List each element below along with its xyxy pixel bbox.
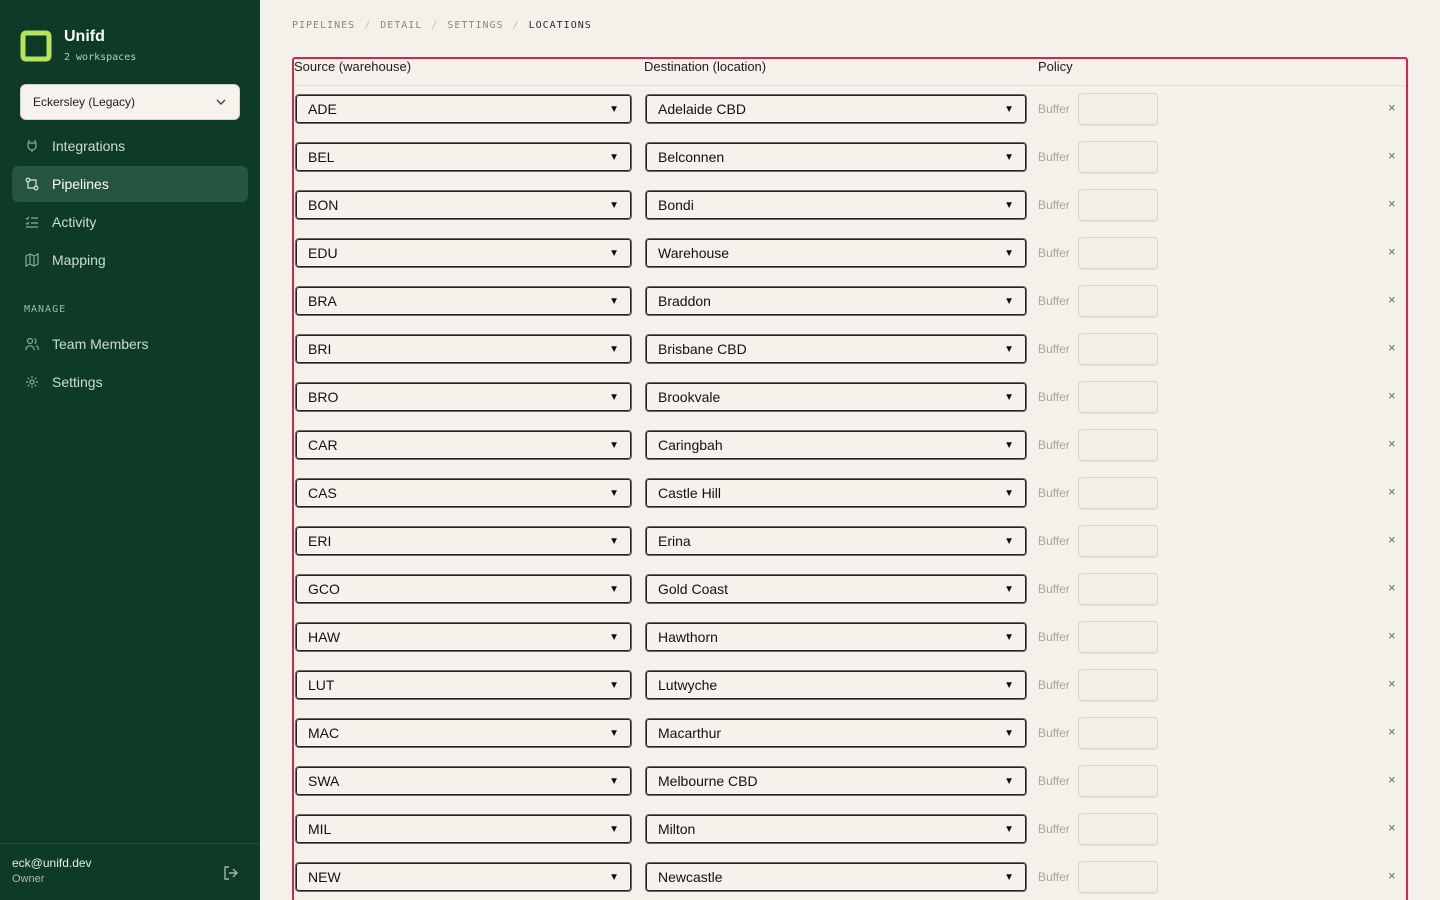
- buffer-label: Buffer: [1038, 294, 1070, 308]
- chevron-down-icon: ▼: [609, 247, 619, 259]
- buffer-label: Buffer: [1038, 198, 1070, 212]
- remove-row-icon[interactable]: ×: [1388, 436, 1396, 451]
- source-select[interactable]: [295, 382, 632, 412]
- manage-nav: [12, 326, 248, 402]
- destination-select-value: Macarthur: [658, 725, 722, 741]
- source-select[interactable]: [295, 718, 632, 748]
- buffer-label: Buffer: [1038, 150, 1070, 164]
- chevron-down-icon: ▼: [609, 535, 619, 547]
- buffer-input[interactable]: [1078, 189, 1158, 221]
- table-row: [294, 182, 1406, 230]
- table-row: [294, 86, 1406, 134]
- breadcrumb-detail[interactable]: DETAIL: [380, 20, 423, 31]
- destination-select[interactable]: [645, 142, 1027, 172]
- source-select-value: BRO: [308, 389, 339, 405]
- chevron-down-icon: ▼: [1004, 391, 1014, 403]
- buffer-label: Buffer: [1038, 726, 1070, 740]
- destination-select[interactable]: [645, 94, 1027, 124]
- destination-select-value: Braddon: [658, 293, 711, 309]
- buffer-input[interactable]: [1078, 813, 1158, 845]
- chevron-down-icon: ▼: [1004, 583, 1014, 595]
- destination-select-value: Gold Coast: [658, 581, 729, 597]
- source-select[interactable]: [295, 430, 632, 460]
- chevron-down-icon: ▼: [609, 343, 619, 355]
- buffer-input[interactable]: [1078, 525, 1158, 557]
- nav-item-integrations[interactable]: [12, 128, 248, 164]
- source-select-value: HAW: [308, 629, 341, 645]
- remove-row-icon[interactable]: ×: [1388, 772, 1396, 787]
- buffer-input[interactable]: [1078, 141, 1158, 173]
- table-row: [294, 278, 1406, 326]
- buffer-input[interactable]: [1078, 285, 1158, 317]
- buffer-label: Buffer: [1038, 438, 1070, 452]
- workspace-select[interactable]: [20, 84, 240, 120]
- table-row: [294, 662, 1406, 710]
- breadcrumb: [292, 20, 592, 31]
- chevron-down-icon: ▼: [1004, 151, 1014, 163]
- remove-row-icon[interactable]: ×: [1388, 532, 1396, 547]
- logout-icon[interactable]: [222, 864, 240, 882]
- chevron-down-icon: ▼: [1004, 775, 1014, 787]
- buffer-input[interactable]: [1078, 669, 1158, 701]
- source-select-value: ADE: [308, 101, 337, 117]
- table-row: [294, 614, 1406, 662]
- chevron-down-icon: ▼: [609, 103, 619, 115]
- chevron-down-icon: ▼: [609, 199, 619, 211]
- buffer-input[interactable]: [1078, 333, 1158, 365]
- table-row: [294, 518, 1406, 566]
- chevron-down-icon: ▼: [609, 631, 619, 643]
- user-role: Owner: [12, 873, 45, 885]
- source-select-value: EDU: [308, 245, 338, 261]
- main-content: [260, 0, 1440, 900]
- buffer-input[interactable]: [1078, 477, 1158, 509]
- destination-select-value: Warehouse: [658, 245, 730, 261]
- destination-select-value: Erina: [658, 533, 691, 549]
- destination-select-value: Belconnen: [658, 149, 725, 165]
- remove-row-icon[interactable]: ×: [1388, 820, 1396, 835]
- nav-item-label: Settings: [52, 374, 103, 390]
- buffer-label: Buffer: [1038, 582, 1070, 596]
- buffer-input[interactable]: [1078, 717, 1158, 749]
- destination-select[interactable]: [645, 670, 1027, 700]
- source-select[interactable]: [295, 670, 632, 700]
- source-select[interactable]: [295, 814, 632, 844]
- buffer-label: Buffer: [1038, 774, 1070, 788]
- source-select[interactable]: [295, 142, 632, 172]
- table-row: [294, 134, 1406, 182]
- nav-item-activity[interactable]: [12, 204, 248, 240]
- destination-select[interactable]: [645, 718, 1027, 748]
- source-select[interactable]: [295, 766, 632, 796]
- source-select-value: NEW: [308, 869, 341, 885]
- source-select-value: BRI: [308, 341, 332, 357]
- source-select[interactable]: [295, 862, 632, 892]
- destination-select-value: Adelaide CBD: [658, 101, 746, 117]
- remove-row-icon[interactable]: ×: [1388, 148, 1396, 163]
- destination-select-value: Milton: [658, 821, 696, 837]
- source-select[interactable]: [295, 190, 632, 220]
- source-select[interactable]: [295, 622, 632, 652]
- destination-select[interactable]: [645, 286, 1027, 316]
- source-select-value: CAS: [308, 485, 337, 501]
- destination-select[interactable]: [645, 478, 1027, 508]
- header-policy: Policy: [1038, 59, 1073, 74]
- source-select-value: BRA: [308, 293, 337, 309]
- source-select-value: MAC: [308, 725, 340, 741]
- breadcrumb-separator: /: [431, 20, 439, 31]
- chevron-down-icon: ▼: [1004, 631, 1014, 643]
- table-row: [294, 710, 1406, 758]
- main-nav: [12, 128, 248, 280]
- buffer-input[interactable]: [1078, 237, 1158, 269]
- user-email: eck@unifd.dev: [12, 856, 92, 870]
- source-select-value: BEL: [308, 149, 335, 165]
- buffer-label: Buffer: [1038, 342, 1070, 356]
- destination-select[interactable]: [645, 190, 1027, 220]
- remove-row-icon[interactable]: ×: [1388, 340, 1396, 355]
- workspace-select-value: Eckersley (Legacy): [33, 95, 136, 109]
- buffer-label: Buffer: [1038, 534, 1070, 548]
- source-select[interactable]: [295, 574, 632, 604]
- chevron-down-icon: ▼: [1004, 679, 1014, 691]
- chevron-down-icon: ▼: [609, 775, 619, 787]
- destination-select-value: Brookvale: [658, 389, 721, 405]
- destination-select-value: Lutwyche: [658, 677, 718, 693]
- chevron-down-icon: ▼: [1004, 295, 1014, 307]
- nav-item-mapping[interactable]: [12, 242, 248, 278]
- source-select[interactable]: [295, 286, 632, 316]
- destination-select[interactable]: [645, 766, 1027, 796]
- nav-item-label: Integrations: [52, 138, 126, 154]
- breadcrumb-separator: /: [364, 20, 372, 31]
- chevron-down-icon: ▼: [1004, 103, 1014, 115]
- nav-item-settings[interactable]: [12, 364, 248, 400]
- buffer-input[interactable]: [1078, 765, 1158, 797]
- remove-row-icon[interactable]: ×: [1388, 580, 1396, 595]
- chevron-down-icon: ▼: [1004, 343, 1014, 355]
- header-destination: Destination (location): [644, 59, 767, 74]
- source-select-value: GCO: [308, 581, 340, 597]
- chevron-down-icon: ▼: [1004, 823, 1014, 835]
- user-footer: [0, 843, 260, 900]
- nav-item-team-members[interactable]: [12, 326, 248, 362]
- remove-row-icon[interactable]: ×: [1388, 196, 1396, 211]
- destination-select[interactable]: [645, 574, 1027, 604]
- list-check-icon: [24, 214, 40, 230]
- source-select[interactable]: [295, 478, 632, 508]
- table-row: [294, 374, 1406, 422]
- users-icon: [24, 336, 40, 352]
- logo-icon: [20, 30, 52, 62]
- source-select[interactable]: [295, 94, 632, 124]
- chevron-down-icon: ▼: [1004, 439, 1014, 451]
- buffer-label: Buffer: [1038, 678, 1070, 692]
- chevron-down-icon: [215, 96, 227, 108]
- table-row: [294, 854, 1406, 900]
- map-icon: [24, 252, 40, 268]
- destination-select-value: Brisbane CBD: [658, 341, 747, 357]
- chevron-down-icon: ▼: [609, 679, 619, 691]
- table-row: [294, 758, 1406, 806]
- remove-row-icon[interactable]: ×: [1388, 244, 1396, 259]
- source-select-value: CAR: [308, 437, 338, 453]
- chevron-down-icon: ▼: [609, 583, 619, 595]
- buffer-label: Buffer: [1038, 870, 1070, 884]
- destination-select-value: Bondi: [658, 197, 694, 213]
- header-source: Source (warehouse): [294, 59, 412, 74]
- brand: [20, 28, 136, 63]
- destination-select[interactable]: [645, 622, 1027, 652]
- destination-select[interactable]: [645, 526, 1027, 556]
- remove-row-icon[interactable]: ×: [1388, 388, 1396, 403]
- chevron-down-icon: ▼: [609, 391, 619, 403]
- breadcrumb-separator: /: [512, 20, 520, 31]
- workspaces-count: 2 workspaces: [64, 52, 137, 63]
- buffer-label: Buffer: [1038, 390, 1070, 404]
- gear-icon: [24, 374, 40, 390]
- destination-select-value: Newcastle: [658, 869, 723, 885]
- sidebar: [0, 0, 260, 900]
- remove-row-icon[interactable]: ×: [1388, 100, 1396, 115]
- table-header: [294, 59, 1406, 86]
- chevron-down-icon: ▼: [609, 151, 619, 163]
- buffer-label: Buffer: [1038, 486, 1070, 500]
- remove-row-icon[interactable]: ×: [1388, 292, 1396, 307]
- manage-section-label: MANAGE: [24, 304, 67, 315]
- chevron-down-icon: ▼: [609, 295, 619, 307]
- chevron-down-icon: ▼: [1004, 535, 1014, 547]
- source-select[interactable]: [295, 334, 632, 364]
- destination-select[interactable]: [645, 814, 1027, 844]
- chevron-down-icon: ▼: [609, 727, 619, 739]
- remove-row-icon[interactable]: ×: [1388, 676, 1396, 691]
- nav-item-label: Activity: [52, 214, 97, 230]
- buffer-label: Buffer: [1038, 246, 1070, 260]
- chevron-down-icon: ▼: [1004, 247, 1014, 259]
- nav-item-label: Mapping: [52, 252, 106, 268]
- source-select-value: MIL: [308, 821, 332, 837]
- remove-row-icon[interactable]: ×: [1388, 724, 1396, 739]
- source-select-value: BON: [308, 197, 339, 213]
- source-select-value: SWA: [308, 773, 340, 789]
- source-select[interactable]: [295, 526, 632, 556]
- buffer-label: Buffer: [1038, 102, 1070, 116]
- destination-select-value: Caringbah: [658, 437, 723, 453]
- locations-table: [292, 57, 1408, 900]
- chevron-down-icon: ▼: [1004, 199, 1014, 211]
- buffer-input[interactable]: [1078, 429, 1158, 461]
- table-row: [294, 422, 1406, 470]
- buffer-input[interactable]: [1078, 381, 1158, 413]
- buffer-label: Buffer: [1038, 630, 1070, 644]
- remove-row-icon[interactable]: ×: [1388, 484, 1396, 499]
- destination-select[interactable]: [645, 238, 1027, 268]
- table-row: [294, 230, 1406, 278]
- destination-select-value: Melbourne CBD: [658, 773, 758, 789]
- table-row: [294, 806, 1406, 854]
- source-select-value: ERI: [308, 533, 332, 549]
- buffer-label: Buffer: [1038, 822, 1070, 836]
- breadcrumb-settings[interactable]: SETTINGS: [447, 20, 504, 31]
- destination-select-value: Castle Hill: [658, 485, 722, 501]
- remove-row-icon[interactable]: ×: [1388, 868, 1396, 883]
- chevron-down-icon: ▼: [1004, 487, 1014, 499]
- destination-select[interactable]: [645, 382, 1027, 412]
- table-row: [294, 470, 1406, 518]
- app-name: Unifd: [64, 28, 105, 45]
- table-row: [294, 566, 1406, 614]
- chevron-down-icon: ▼: [609, 871, 619, 883]
- breadcrumb-pipelines[interactable]: PIPELINES: [292, 20, 356, 31]
- source-select-value: LUT: [308, 677, 335, 693]
- source-select[interactable]: [295, 238, 632, 268]
- chevron-down-icon: ▼: [1004, 871, 1014, 883]
- remove-row-icon[interactable]: ×: [1388, 628, 1396, 643]
- nav-item-pipelines[interactable]: [12, 166, 248, 202]
- destination-select[interactable]: [645, 334, 1027, 364]
- destination-select-value: Hawthorn: [658, 629, 718, 645]
- plug-icon: [24, 138, 40, 154]
- table-row: [294, 326, 1406, 374]
- pipeline-icon: [24, 176, 40, 192]
- buffer-input[interactable]: [1078, 621, 1158, 653]
- destination-select[interactable]: [645, 430, 1027, 460]
- chevron-down-icon: ▼: [609, 439, 619, 451]
- chevron-down-icon: ▼: [609, 823, 619, 835]
- chevron-down-icon: ▼: [1004, 727, 1014, 739]
- buffer-input[interactable]: [1078, 93, 1158, 125]
- destination-select[interactable]: [645, 862, 1027, 892]
- chevron-down-icon: ▼: [609, 487, 619, 499]
- nav-item-label: Pipelines: [52, 176, 109, 192]
- breadcrumb-locations: LOCATIONS: [528, 20, 592, 31]
- buffer-input[interactable]: [1078, 573, 1158, 605]
- buffer-input[interactable]: [1078, 861, 1158, 893]
- nav-item-label: Team Members: [52, 336, 149, 352]
